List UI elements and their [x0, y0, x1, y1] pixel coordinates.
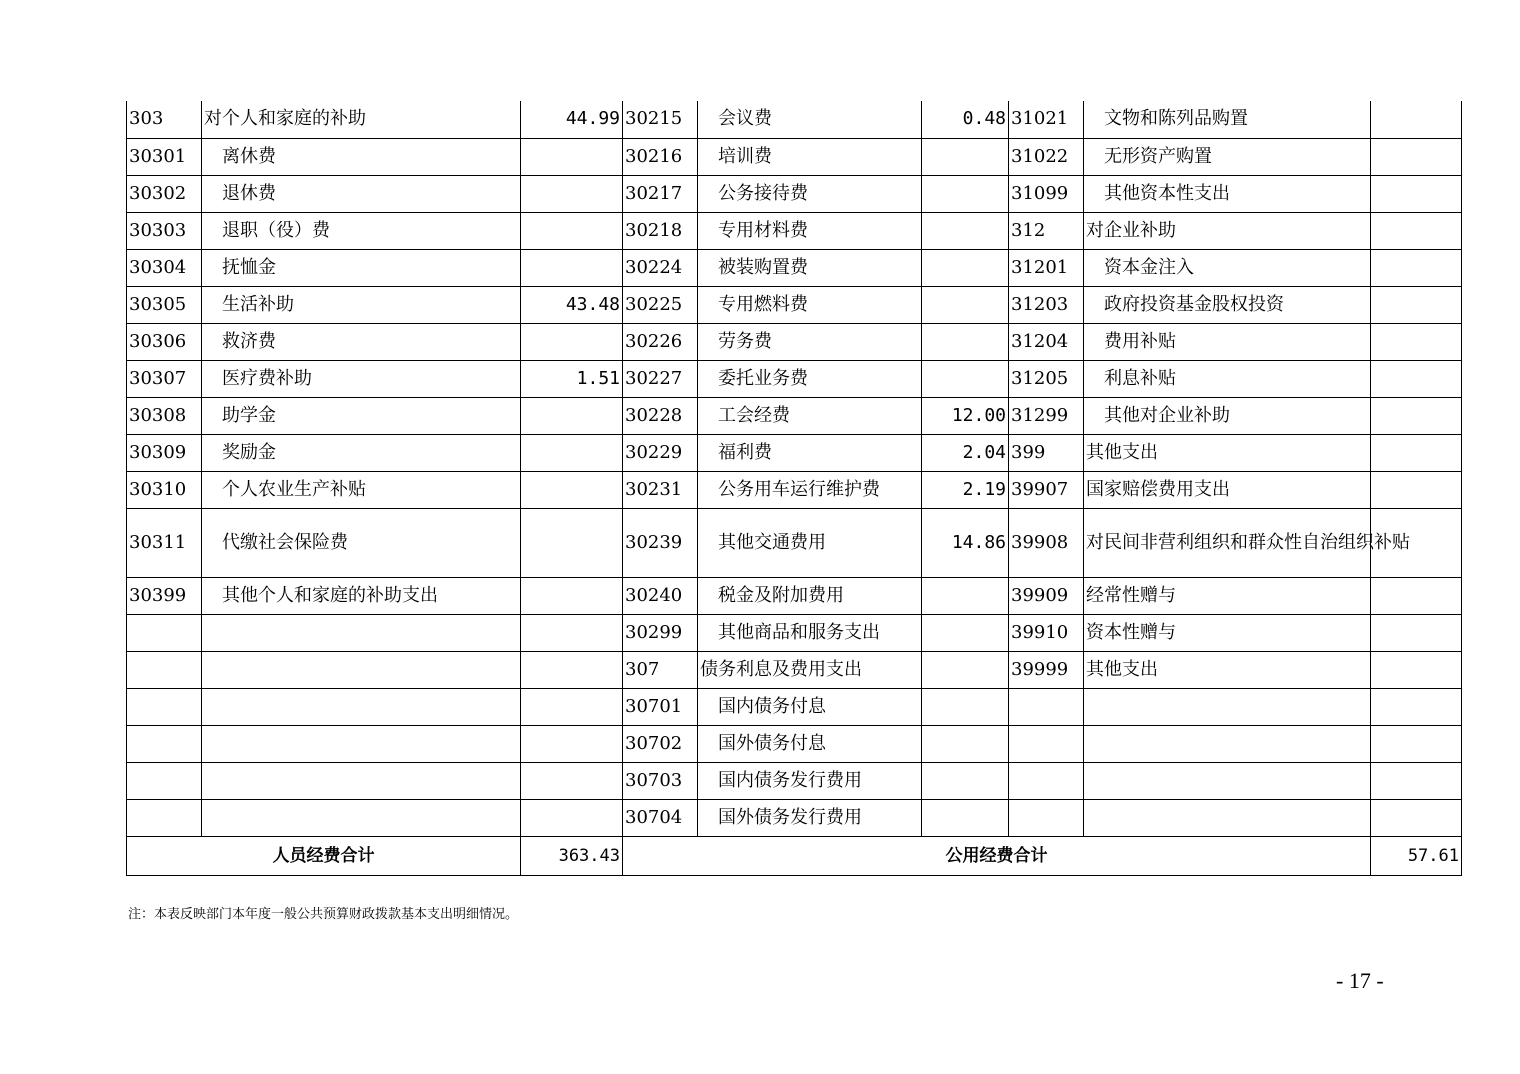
item-name: 退职（役）费: [202, 212, 521, 249]
item-code: 30309: [127, 434, 202, 471]
item-name: 国内债务发行费用: [698, 762, 922, 799]
item-name: 劳务费: [698, 323, 922, 360]
item-code: [1009, 725, 1084, 762]
public-total-value: 57.61: [1371, 836, 1462, 875]
item-name: 救济费: [202, 323, 521, 360]
item-name: 对个人和家庭的补助: [202, 101, 521, 138]
item-amount: [922, 725, 1009, 762]
item-name: 个人农业生产补贴: [202, 471, 521, 508]
item-amount: [521, 175, 623, 212]
item-amount: [521, 471, 623, 508]
table-note: 注：本表反映部门本年度一般公共预算财政拨款基本支出明细情况。: [128, 907, 519, 922]
item-code: 30308: [127, 397, 202, 434]
item-code: 31201: [1009, 249, 1084, 286]
table-row: [127, 397, 1462, 434]
item-name: 其他个人和家庭的补助支出: [202, 577, 521, 614]
item-name: 福利费: [698, 434, 922, 471]
item-name: 抚恤金: [202, 249, 521, 286]
item-code: 307: [623, 651, 698, 688]
item-code: 30231: [623, 471, 698, 508]
item-code: 399: [1009, 434, 1084, 471]
item-amount: [922, 286, 1009, 323]
item-name: 培训费: [698, 138, 922, 175]
table-row: [127, 101, 1462, 138]
item-name: 工会经费: [698, 397, 922, 434]
item-name: [1084, 762, 1371, 799]
table-row: [127, 762, 1462, 799]
item-amount: [1371, 397, 1462, 434]
item-name: 医疗费补助: [202, 360, 521, 397]
item-name: 委托业务费: [698, 360, 922, 397]
item-code: 30225: [623, 286, 698, 323]
item-amount: [922, 138, 1009, 175]
item-amount: [922, 212, 1009, 249]
item-code: 30703: [623, 762, 698, 799]
item-code: [127, 688, 202, 725]
item-code: 30399: [127, 577, 202, 614]
item-code: 30216: [623, 138, 698, 175]
item-amount: [1371, 471, 1462, 508]
item-name: 费用补贴: [1084, 323, 1371, 360]
item-name: 对民间非营利组织和群众性自治组织补贴: [1084, 508, 1371, 577]
item-amount: [1371, 138, 1462, 175]
item-code: [127, 614, 202, 651]
table-row: [127, 286, 1462, 323]
personnel-total-value: 363.43: [521, 836, 623, 875]
item-name: 公务用车运行维护费: [698, 471, 922, 508]
public-total-label: 公用经费合计: [623, 836, 1371, 875]
item-code: 31099: [1009, 175, 1084, 212]
item-amount: [521, 651, 623, 688]
item-amount: [922, 249, 1009, 286]
personnel-total-label: 人员经费合计: [127, 836, 521, 875]
item-code: 30303: [127, 212, 202, 249]
page-number: - 17 -: [1336, 968, 1384, 993]
table-row: [127, 799, 1462, 836]
item-code: 30228: [623, 397, 698, 434]
item-code: 30239: [623, 508, 698, 577]
item-code: 30229: [623, 434, 698, 471]
item-amount: [521, 249, 623, 286]
item-name: 资本性赠与: [1084, 614, 1371, 651]
item-name: 其他资本性支出: [1084, 175, 1371, 212]
item-amount: [922, 651, 1009, 688]
item-code: 39907: [1009, 471, 1084, 508]
item-name: 其他支出: [1084, 651, 1371, 688]
item-code: [127, 725, 202, 762]
item-name: [1084, 725, 1371, 762]
item-amount: 14.86: [922, 508, 1009, 577]
item-name: 被装购置费: [698, 249, 922, 286]
totals-row: [127, 836, 1462, 875]
item-name: 其他商品和服务支出: [698, 614, 922, 651]
item-amount: [1371, 175, 1462, 212]
item-amount: [1371, 101, 1462, 138]
table-row: [127, 614, 1462, 651]
item-amount: [922, 360, 1009, 397]
item-amount: [1371, 577, 1462, 614]
item-code: [127, 651, 202, 688]
item-amount: [922, 614, 1009, 651]
item-name: 文物和陈列品购置: [1084, 101, 1371, 138]
item-name: [1084, 688, 1371, 725]
item-name: 国内债务付息: [698, 688, 922, 725]
item-code: 30240: [623, 577, 698, 614]
item-amount: [521, 725, 623, 762]
item-code: 30299: [623, 614, 698, 651]
table-row: [127, 175, 1462, 212]
item-amount: 2.04: [922, 434, 1009, 471]
item-name: 专用燃料费: [698, 286, 922, 323]
item-code: 30310: [127, 471, 202, 508]
item-amount: [1371, 434, 1462, 471]
table-row: [127, 360, 1462, 397]
item-code: 31205: [1009, 360, 1084, 397]
item-code: 31204: [1009, 323, 1084, 360]
item-code: 30224: [623, 249, 698, 286]
item-amount: [1371, 799, 1462, 836]
item-name: 其他交通费用: [698, 508, 922, 577]
item-name: 退休费: [202, 175, 521, 212]
item-name: 债务利息及费用支出: [698, 651, 922, 688]
item-name: 对企业补助: [1084, 212, 1371, 249]
item-code: 30226: [623, 323, 698, 360]
item-amount: [1371, 651, 1462, 688]
item-code: 30704: [623, 799, 698, 836]
table-row: [127, 725, 1462, 762]
item-amount: [521, 614, 623, 651]
item-code: 31021: [1009, 101, 1084, 138]
expenditure-detail-table: [126, 101, 1462, 876]
item-code: 39910: [1009, 614, 1084, 651]
item-amount: [1371, 762, 1462, 799]
item-code: 30218: [623, 212, 698, 249]
item-code: [127, 762, 202, 799]
item-code: 312: [1009, 212, 1084, 249]
table-row: [127, 688, 1462, 725]
table-row: [127, 212, 1462, 249]
item-amount: 0.48: [922, 101, 1009, 138]
table-row: [127, 577, 1462, 614]
item-amount: [922, 323, 1009, 360]
item-amount: [1371, 688, 1462, 725]
item-amount: [1371, 360, 1462, 397]
item-amount: [922, 762, 1009, 799]
item-name: 国外债务发行费用: [698, 799, 922, 836]
item-name: 离休费: [202, 138, 521, 175]
table-row: [127, 138, 1462, 175]
item-code: 30305: [127, 286, 202, 323]
item-amount: [1371, 212, 1462, 249]
item-name: 助学金: [202, 397, 521, 434]
item-amount: [521, 688, 623, 725]
item-amount: 2.19: [922, 471, 1009, 508]
item-amount: 1.51: [521, 360, 623, 397]
item-code: 30701: [623, 688, 698, 725]
item-code: 39999: [1009, 651, 1084, 688]
table-row: [127, 434, 1462, 471]
table-row: [127, 471, 1462, 508]
item-name: [202, 614, 521, 651]
item-name: 其他对企业补助: [1084, 397, 1371, 434]
table-row: [127, 249, 1462, 286]
item-code: 30302: [127, 175, 202, 212]
item-amount: [922, 175, 1009, 212]
item-code: 30227: [623, 360, 698, 397]
item-amount: [521, 799, 623, 836]
item-code: 303: [127, 101, 202, 138]
item-name: 经常性赠与: [1084, 577, 1371, 614]
item-name: [202, 725, 521, 762]
item-code: 31203: [1009, 286, 1084, 323]
item-amount: 44.99: [521, 101, 623, 138]
item-amount: [1371, 249, 1462, 286]
item-amount: [521, 577, 623, 614]
item-code: [1009, 799, 1084, 836]
item-name: 国家赔偿费用支出: [1084, 471, 1371, 508]
item-amount: [1371, 614, 1462, 651]
item-name: 资本金注入: [1084, 249, 1371, 286]
item-code: 30311: [127, 508, 202, 577]
item-name: 其他支出: [1084, 434, 1371, 471]
item-name: [202, 799, 521, 836]
table-row: [127, 651, 1462, 688]
item-amount: [1371, 286, 1462, 323]
item-code: 30304: [127, 249, 202, 286]
item-name: 公务接待费: [698, 175, 922, 212]
item-amount: [521, 434, 623, 471]
item-amount: [521, 508, 623, 577]
item-amount: 12.00: [922, 397, 1009, 434]
item-name: [202, 688, 521, 725]
item-amount: [521, 212, 623, 249]
item-code: 30307: [127, 360, 202, 397]
item-name: 代缴社会保险费: [202, 508, 521, 577]
item-amount: [922, 688, 1009, 725]
item-name: 税金及附加费用: [698, 577, 922, 614]
item-name: 利息补贴: [1084, 360, 1371, 397]
item-amount: 43.48: [521, 286, 623, 323]
item-name: 政府投资基金股权投资: [1084, 286, 1371, 323]
item-name: 无形资产购置: [1084, 138, 1371, 175]
item-name: 国外债务付息: [698, 725, 922, 762]
item-name: 奖励金: [202, 434, 521, 471]
item-name: 专用材料费: [698, 212, 922, 249]
item-code: 30217: [623, 175, 698, 212]
table-row: [127, 323, 1462, 360]
item-code: 30301: [127, 138, 202, 175]
item-code: 31022: [1009, 138, 1084, 175]
item-name: [1084, 799, 1371, 836]
item-amount: [1371, 725, 1462, 762]
item-code: 30702: [623, 725, 698, 762]
item-code: 39908: [1009, 508, 1084, 577]
item-code: 39909: [1009, 577, 1084, 614]
item-name: 会议费: [698, 101, 922, 138]
item-amount: [922, 577, 1009, 614]
item-amount: [521, 323, 623, 360]
item-code: [1009, 688, 1084, 725]
item-name: 生活补助: [202, 286, 521, 323]
item-code: 30306: [127, 323, 202, 360]
item-amount: [922, 799, 1009, 836]
item-amount: [521, 762, 623, 799]
item-code: 31299: [1009, 397, 1084, 434]
item-name: [202, 651, 521, 688]
item-name: [202, 762, 521, 799]
item-amount: [1371, 323, 1462, 360]
item-code: [127, 799, 202, 836]
item-amount: [521, 397, 623, 434]
item-amount: [521, 138, 623, 175]
table-row: [127, 508, 1462, 577]
item-code: [1009, 762, 1084, 799]
item-code: 30215: [623, 101, 698, 138]
